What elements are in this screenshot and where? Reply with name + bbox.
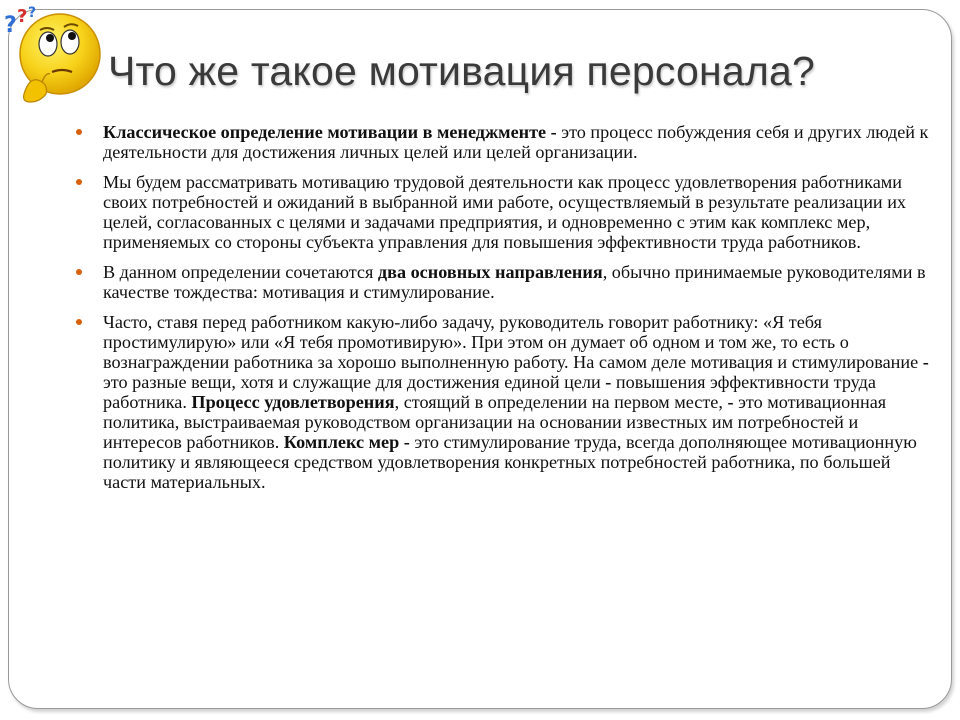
bullet-item [68, 262, 936, 302]
bold-text: Классическое определение мотивации в менеджменте - [103, 122, 557, 142]
body-text: это процесс побуждения себя и других людей к деятельности для достижения личных целей или целей организации. [103, 122, 929, 162]
body-text: , обычно принимаемые руководителями в качестве тождества: мотивация и стимулирование. [103, 262, 926, 302]
bullet-dot-icon [76, 129, 82, 135]
body-text: В данном определении сочетаются [103, 262, 378, 282]
body-text: повышения эффективности труда работника. [103, 372, 876, 412]
bullet-item [68, 172, 936, 252]
bold-text: - [605, 372, 612, 392]
body-text: , стоящий в определении на первом месте, [394, 392, 728, 412]
slide-title: Что же такое мотивация персонала? [108, 48, 815, 94]
body-text: Мы будем рассматривать мотивацию трудовой деятельности как процесс удовлетворения работниками своих потребностей и ожиданий в выбранной ими работе, осуществляемый в результате реализации их целей, согласованных с целями и задачами предприятия, и одновременно с этим как комплекс мер, применяемых со стороны субъекта управления для повышения эффективности труда работников. [103, 172, 907, 252]
svg-text:?: ? [28, 5, 37, 21]
bullet-item [68, 122, 936, 162]
bold-text: два основных направления [377, 262, 603, 282]
bullet-dot-icon [76, 319, 82, 325]
bullet-dot-icon [76, 269, 82, 275]
body-text: это мотивационная политика, выстраиваемая руководством организации на основании известных им потребностей и интересов работников. [103, 392, 887, 452]
svg-text:?: ? [17, 6, 28, 27]
body-text: это разные вещи, хотя и служащие для достижения единой цели [103, 372, 606, 392]
bold-text: Комплекс мер - [283, 432, 410, 452]
bullet-dot-icon [76, 179, 82, 185]
bold-text: - [727, 392, 734, 412]
bold-text: - [922, 352, 929, 372]
body-text: это стимулирование труда, всегда дополняющее мотивационную политику и являющееся средством удовлетворения конкретных потребностей работника, по большей части материальных. [103, 432, 917, 492]
bullet-item [68, 312, 936, 492]
thinking-face-icon [2, 2, 106, 110]
svg-text:?: ? [4, 13, 17, 38]
body-text: Часто, ставя перед работником какую-либо задачу, руководитель говорит работнику: «Я тебя простимулирую» или «Я тебя промотивирую». При этом он думает об одном и том же, то есть о вознаграждении работника за хорошо выполненную работу. На самом деле мотивация и стимулирование [103, 312, 923, 372]
bold-text: Процесс удовлетворения [191, 392, 395, 412]
bullet-list [68, 122, 936, 502]
